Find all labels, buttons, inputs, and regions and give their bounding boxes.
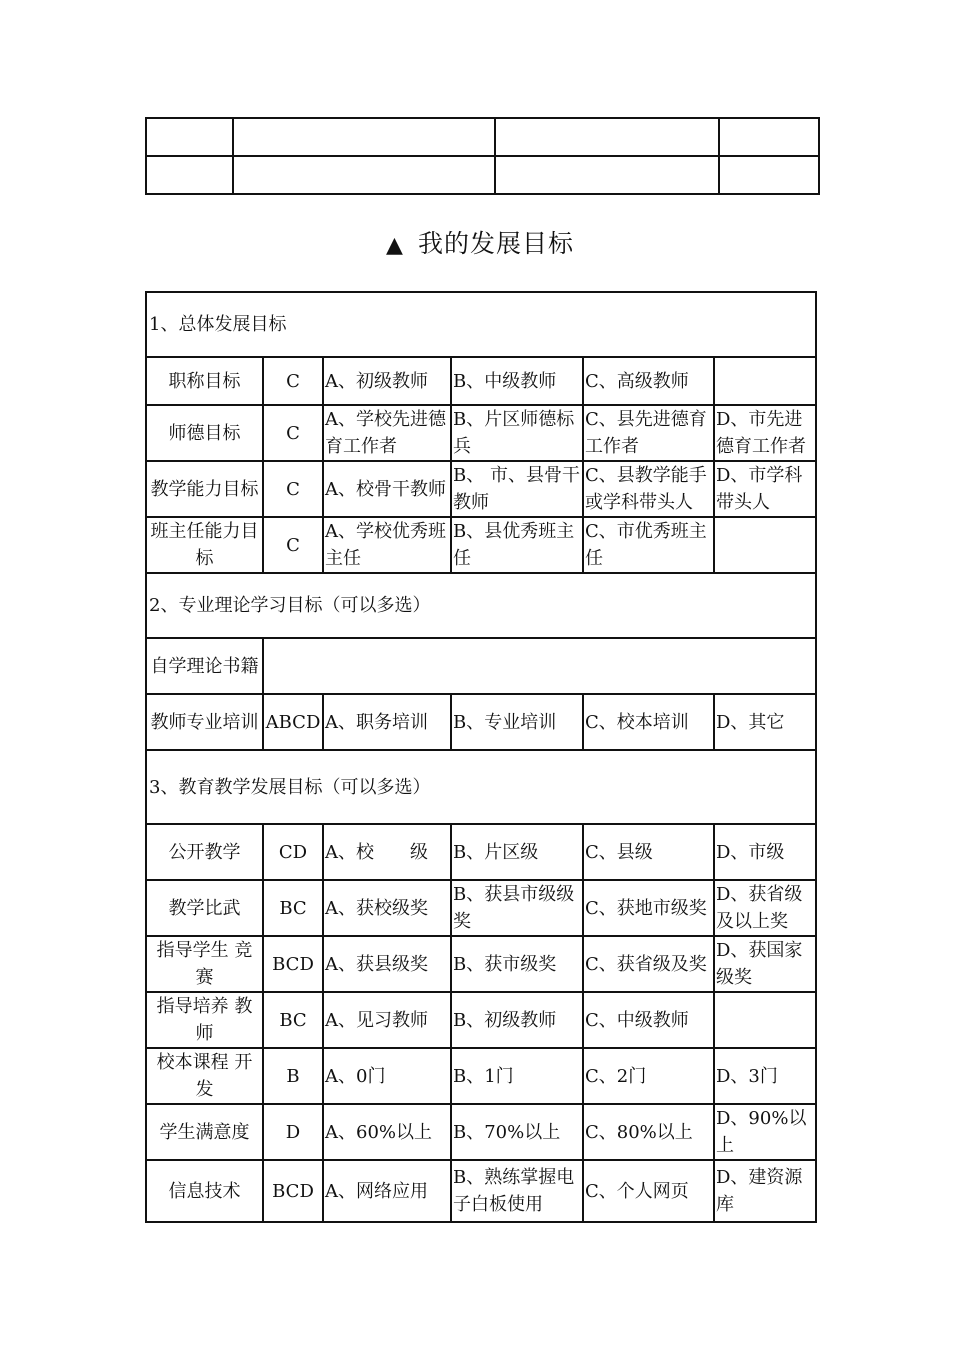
row-label: 师德目标	[146, 405, 263, 461]
page-title	[0, 224, 960, 266]
row-answer: C	[263, 517, 323, 573]
option-c: C、市优秀班主任	[583, 517, 714, 573]
row-answer: ABCD	[263, 694, 323, 750]
option-a: A、学校优秀班主任	[323, 517, 451, 573]
option-c: C、个人网页	[583, 1160, 714, 1222]
row-answer: BCD	[263, 936, 323, 992]
table-cell	[719, 118, 819, 156]
row-label: 自学理论书籍	[146, 638, 263, 694]
option-d: D、其它	[714, 694, 816, 750]
option-d: D、获省级及以上奖	[714, 880, 816, 936]
table-row	[146, 936, 816, 992]
table-row	[146, 824, 816, 880]
option-c: C、获省级及奖	[583, 936, 714, 992]
section-row	[146, 573, 816, 638]
option-c: C、县先进德育工作者	[583, 405, 714, 461]
table-row	[146, 638, 816, 694]
table-cell	[146, 156, 233, 194]
option-c: C、高级教师	[583, 357, 714, 405]
option-c: C、80%以上	[583, 1104, 714, 1160]
table-row	[146, 156, 819, 194]
section-heading: 1、总体发展目标	[146, 292, 816, 357]
table-row	[146, 357, 816, 405]
option-d: D、90%以上	[714, 1104, 816, 1160]
table-row	[146, 1160, 816, 1222]
development-goals-table	[145, 291, 817, 1223]
option-b: B、获市级奖	[451, 936, 583, 992]
triangle-icon: ▲	[386, 233, 404, 258]
row-answer: D	[263, 1104, 323, 1160]
row-answer: BCD	[263, 1160, 323, 1222]
option-d: D、获国家级奖	[714, 936, 816, 992]
option-b: B、中级教师	[451, 357, 583, 405]
option-c: C、县教学能手或学科带头人	[583, 461, 714, 517]
row-label: 职称目标	[146, 357, 263, 405]
option-c: C、获地市级奖	[583, 880, 714, 936]
row-label: 教学能力目标	[146, 461, 263, 517]
option-a: A、校骨干教师	[323, 461, 451, 517]
row-answer: C	[263, 357, 323, 405]
option-d: D、市先进德育工作者	[714, 405, 816, 461]
option-d	[714, 992, 816, 1048]
row-label: 学生满意度	[146, 1104, 263, 1160]
option-c: C、2门	[583, 1048, 714, 1104]
page-title-text: 我的发展目标	[417, 229, 574, 258]
table-cell	[495, 156, 719, 194]
table-row	[146, 461, 816, 517]
option-d: D、市学科带头人	[714, 461, 816, 517]
table-row	[146, 992, 816, 1048]
table-cell	[233, 118, 495, 156]
option-d: D、建资源库	[714, 1160, 816, 1222]
table-row	[146, 118, 819, 156]
table-row	[146, 1104, 816, 1160]
option-b: B、专业培训	[451, 694, 583, 750]
option-b: B、县优秀班主任	[451, 517, 583, 573]
option-a: A、学校先进德育工作者	[323, 405, 451, 461]
option-a: A、校 级	[323, 824, 451, 880]
option-d: D、3门	[714, 1048, 816, 1104]
row-label: 信息技术	[146, 1160, 263, 1222]
row-answer: B	[263, 1048, 323, 1104]
option-a: A、见习教师	[323, 992, 451, 1048]
section-heading: 2、专业理论学习目标（可以多选）	[146, 573, 816, 638]
table-cell	[146, 118, 233, 156]
row-answer: CD	[263, 824, 323, 880]
option-a: A、获校级奖	[323, 880, 451, 936]
option-a: A、初级教师	[323, 357, 451, 405]
section-heading: 3、教育教学发展目标（可以多选）	[146, 750, 816, 824]
option-b: B、初级教师	[451, 992, 583, 1048]
table-cell	[233, 156, 495, 194]
table-row	[146, 405, 816, 461]
section-row	[146, 292, 816, 357]
option-b: B、 市、县骨干教师	[451, 461, 583, 517]
option-b: B、熟练掌握电子白板使用	[451, 1160, 583, 1222]
option-a: A、网络应用	[323, 1160, 451, 1222]
section-row	[146, 750, 816, 824]
table-row	[146, 880, 816, 936]
table-cell	[719, 156, 819, 194]
option-d: D、市级	[714, 824, 816, 880]
row-label: 教学比武	[146, 880, 263, 936]
option-a: A、0门	[323, 1048, 451, 1104]
option-d	[714, 357, 816, 405]
option-a: A、60%以上	[323, 1104, 451, 1160]
row-label: 班主任能力目标	[146, 517, 263, 573]
row-label: 公开教学	[146, 824, 263, 880]
row-label: 教师专业培训	[146, 694, 263, 750]
row-answer: BC	[263, 880, 323, 936]
self-study-value	[263, 638, 816, 694]
option-d	[714, 517, 816, 573]
option-c: C、县级	[583, 824, 714, 880]
option-a: A、获县级奖	[323, 936, 451, 992]
table-row	[146, 1048, 816, 1104]
option-b: B、获县市级级奖	[451, 880, 583, 936]
row-label: 指导学生 竞赛	[146, 936, 263, 992]
row-answer: C	[263, 461, 323, 517]
option-c: C、校本培训	[583, 694, 714, 750]
row-label: 指导培养 教师	[146, 992, 263, 1048]
option-c: C、中级教师	[583, 992, 714, 1048]
top-empty-table	[145, 117, 820, 195]
option-a: A、职务培训	[323, 694, 451, 750]
table-row	[146, 694, 816, 750]
table-row	[146, 517, 816, 573]
option-b: B、片区师德标兵	[451, 405, 583, 461]
row-answer: C	[263, 405, 323, 461]
row-label: 校本课程 开发	[146, 1048, 263, 1104]
option-b: B、70%以上	[451, 1104, 583, 1160]
table-cell	[495, 118, 719, 156]
row-answer: BC	[263, 992, 323, 1048]
option-b: B、1门	[451, 1048, 583, 1104]
option-b: B、片区级	[451, 824, 583, 880]
